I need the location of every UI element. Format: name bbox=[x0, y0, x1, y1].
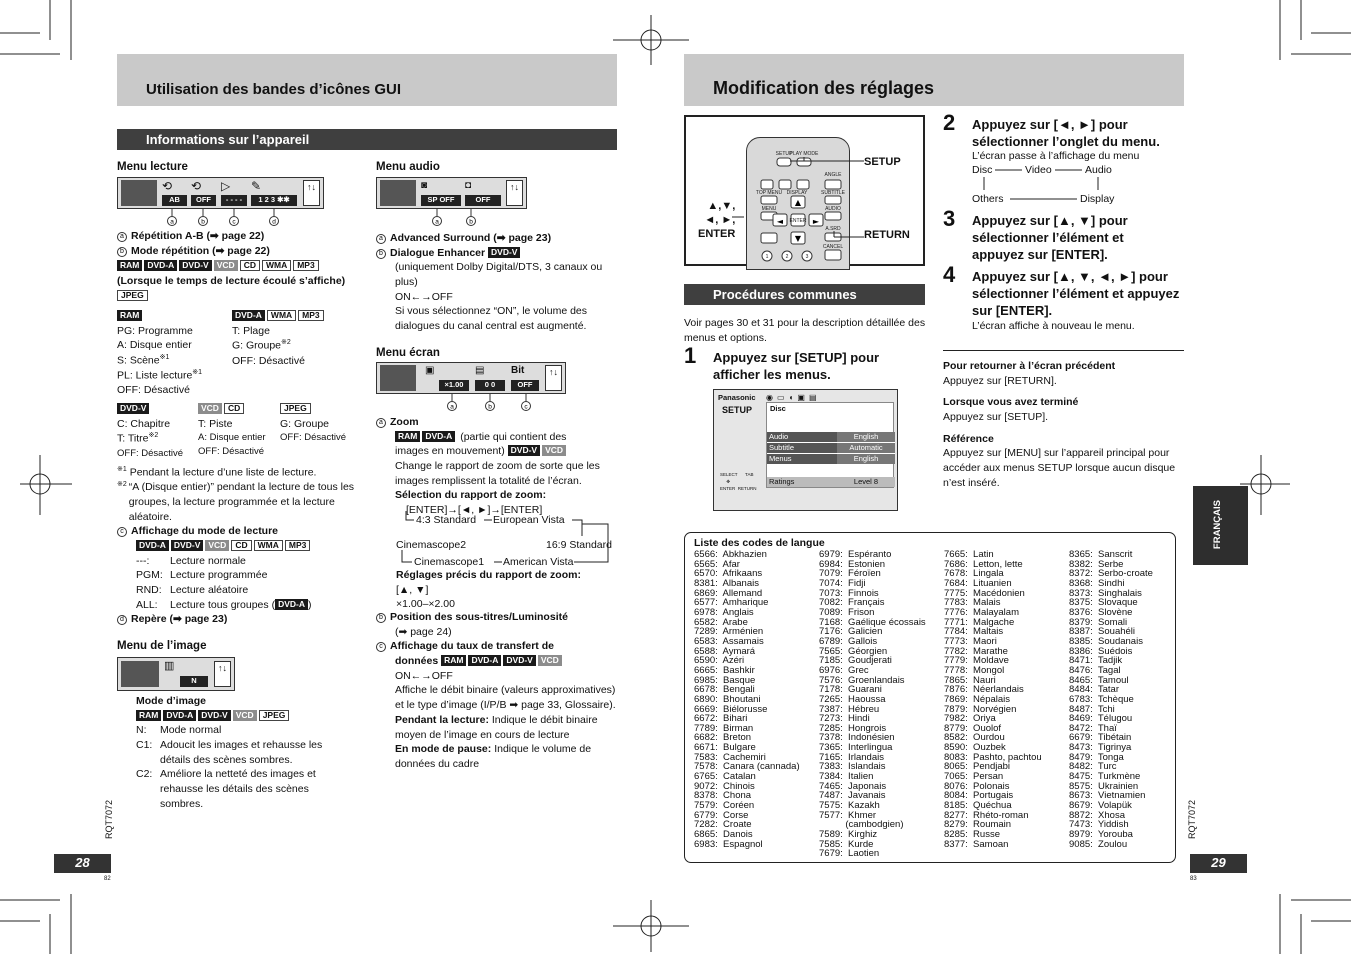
device-info-header: Informations sur l’appareil bbox=[117, 129, 617, 150]
right-header-band bbox=[684, 54, 1184, 106]
language-code-entry: 6865: Danois bbox=[694, 829, 753, 841]
audio-body: a Advanced Surround (➡ page 23) b Dialogue Enhancer DVD-V (uniquement Dolby Digital/DTS, 3 canaux ou plus) ON←→OFF Si vous sélectionnez “ON”, le volume des dialogues du canal central est augmenté. bbox=[376, 231, 611, 334]
language-code-entry: 7082: Français bbox=[819, 597, 885, 609]
ram-block: RAM PG: Programme A: Disque entier S: Scène$^{※1}$ PL: Liste lecture$^{※1}$ OFF: Désactivé bbox=[117, 310, 203, 397]
step-4-sub: L’écran affiche à nouveau le menu. bbox=[972, 320, 1135, 332]
svg-text:▼: ▼ bbox=[794, 234, 802, 243]
language-code-entry: 7273: Hindi bbox=[819, 713, 870, 725]
disc-icon bbox=[121, 180, 157, 206]
lang-col-2 bbox=[819, 550, 926, 859]
tab-video-icon: ▭ bbox=[776, 393, 785, 402]
left-header-band bbox=[117, 54, 617, 106]
brand-label: Panasonic bbox=[718, 393, 756, 402]
language-code-entry: 7585: Kurde bbox=[819, 838, 874, 850]
left-page-number: 28 bbox=[54, 854, 111, 873]
step-4-number: 4 bbox=[943, 262, 956, 287]
language-code-entry: 6565: Afar bbox=[694, 558, 740, 570]
lecture-notes: $^{※1}$ Pendant la lecture d’une liste de lecture. ※2 “A (Disque entier)” pendant la lecture de tous les groupes, la lecture programmée et la lecture aléatoire. c Affichage du mode de lecture DVD-A DVD-V VCD CD WMA MP3 ---: Lecture normale PGM: Lecture programmée RND: Lecture aléatoire ALL: Lecture tous groupes ( DVD-A ) d Repère (➡ page 23) bbox=[117, 466, 355, 626]
language-code-entry: 7473: Yiddish bbox=[1069, 819, 1129, 831]
language-code-entry: 8185: Quéchua bbox=[944, 800, 1012, 812]
svg-text:c: c bbox=[232, 218, 236, 226]
bar-zoom: ×1.00 bbox=[439, 380, 469, 391]
language-code-entry: 8378: Chona bbox=[694, 790, 752, 802]
language-code-entry: 6669: Biélorusse bbox=[694, 703, 768, 715]
language-code-entry: 8375: Slovaque bbox=[1069, 597, 1138, 609]
language-code-entry: 7684: Lituanien bbox=[944, 577, 1012, 589]
step-3-number: 3 bbox=[943, 206, 956, 231]
language-code-entry: 8673: Vietnamien bbox=[1069, 790, 1146, 802]
language-code-entry: 8479: Tonga bbox=[1069, 751, 1124, 763]
language-code-entry: 6976: Grec bbox=[819, 664, 869, 676]
language-code-entry: 8379: Somali bbox=[1069, 616, 1128, 628]
language-code-entry: 7079: Féroïen bbox=[819, 568, 881, 580]
svg-text:PLAY MODE: PLAY MODE bbox=[789, 151, 819, 157]
svg-text:a: a bbox=[435, 218, 439, 226]
screen-icon bbox=[380, 365, 416, 391]
dvda-block: DVD-A WMA MP3 T: Plage G: Groupe$^{※2}$ OFF: Désactivé bbox=[232, 309, 326, 368]
step-2-number: 2 bbox=[943, 110, 956, 135]
language-code-entry: 8377: Samoan bbox=[944, 838, 1009, 850]
language-code-entry: 8872: Xhosa bbox=[1069, 809, 1125, 821]
picture-mode-icon: ▥ bbox=[164, 660, 175, 672]
setup-title: SETUP bbox=[722, 405, 753, 415]
language-code-entry: 8376: Slovène bbox=[1069, 606, 1133, 618]
language-code-entry: 7168: Gaélique écossais bbox=[819, 616, 926, 628]
language-code-entry: 6983: Espagnol bbox=[694, 838, 763, 850]
step-4-text: Appuyez sur [▲, ▼, ◄, ►] pour sélectionner l’élément et appuyez sur [ENTER]. bbox=[972, 269, 1180, 318]
svg-text:►: ► bbox=[812, 217, 820, 226]
language-code-entry: 8373: Singhalais bbox=[1069, 587, 1142, 599]
language-code-entry: 6582: Arabe bbox=[694, 616, 748, 628]
svg-text:ANGLE: ANGLE bbox=[824, 172, 842, 178]
bar-ab: AB bbox=[162, 195, 187, 206]
language-code-entry: 7783: Malais bbox=[944, 597, 1001, 609]
language-code-entry: 7577: Khmer bbox=[819, 809, 877, 821]
language-code-entry: 6985: Basque bbox=[694, 674, 756, 686]
language-code-entry: 7782: Marathe bbox=[944, 645, 1008, 657]
language-code-entry: 7773: Maori bbox=[944, 635, 997, 647]
up-down-icon: ↑↓ bbox=[303, 180, 320, 206]
marker-icon: ✎ bbox=[251, 179, 262, 193]
language-code-entry: 7575: Kazakh bbox=[819, 800, 880, 812]
language-code-entry: 8472: Thaï bbox=[1069, 722, 1117, 734]
ecran-body-3: b Position des sous-titres/Luminosité (➡ page 24) c Affichage du taux de transfert de données RAM DVD-A DVD-V VCD ON←→OFF Affiche le débit binaire (valeurs approximatives) et le type d’image (I/P/B ➡ page 33, Glossaire). Pendant la lecture: Indique le débit binaire moyen de l’image en cours de lecture En mode de pause: Indique le volume de données du cadre bbox=[376, 610, 621, 772]
lang-col-3 bbox=[944, 550, 1042, 849]
step-1-text: Appuyez sur [SETUP] pour afficher les menus. bbox=[713, 350, 880, 382]
tab-disc-icon: ◉ bbox=[766, 393, 773, 402]
language-code-entry: 8285: Russe bbox=[944, 829, 1000, 841]
menu-ecran-title: Menu écran bbox=[376, 347, 440, 359]
repeat-ab-icon: ⟲ bbox=[162, 179, 173, 193]
language-code-entry: 8475: Turkmène bbox=[1069, 771, 1141, 783]
menu-audio-title: Menu audio bbox=[376, 161, 440, 173]
language-code-entry: 6789: Gallois bbox=[819, 635, 878, 647]
svg-text:DISPLAY: DISPLAY bbox=[786, 190, 808, 196]
notes: Pour retourner à l’écran précédent Appuyez sur [RETURN]. Lorsque vous avez terminé Appuyez sur [SETUP]. Référence Appuyez sur [MENU] sur l’appareil principal pour accéder aux menus SETUP lorsque aucun disque n’est inséré. bbox=[943, 360, 1176, 489]
language-code-box bbox=[684, 532, 1176, 863]
speaker-icon bbox=[380, 180, 416, 206]
language-code-entry: 7285: Hongrois bbox=[819, 722, 887, 734]
svg-text:▲: ▲ bbox=[794, 198, 802, 207]
bitrate-icon: Bit bbox=[511, 365, 525, 376]
language-code-entry: 6890: Bhoutani bbox=[694, 693, 761, 705]
language-code-entry: 8473: Tigrinya bbox=[1069, 742, 1132, 754]
language-code-entry: 8277: Rhéto-roman bbox=[944, 809, 1029, 821]
language-code-entry: (cambodgien) bbox=[819, 819, 904, 831]
right-model-code: RQT7072 bbox=[1187, 800, 1197, 840]
language-code-entry: 8476: Tagal bbox=[1069, 664, 1121, 676]
dialogue-icon: ◘ bbox=[465, 180, 472, 191]
language-code-entry: 8368: Sindhi bbox=[1069, 577, 1125, 589]
language-code-entry: 7074: Fidji bbox=[819, 577, 866, 589]
svg-text:3: 3 bbox=[805, 254, 809, 260]
bar-sp-off: SP OFF bbox=[421, 195, 461, 206]
language-code-entry: 8484: Tatar bbox=[1069, 684, 1120, 696]
notes-divider bbox=[943, 350, 1184, 351]
language-code-entry: 7387: Hébreu bbox=[819, 703, 880, 715]
language-code-entry: 7185: Goudjerati bbox=[819, 655, 892, 667]
svg-text:◄: ◄ bbox=[776, 217, 784, 226]
lecture-body: a Répétition A-B (➡ page 22) b Mode répétition (➡ page 22) RAM DVD-A DVD-V VCD CD WMA MP3 (Lorsque le temps de lecture écoulé s’affiche) JPEG bbox=[117, 229, 367, 303]
ecran-callouts bbox=[440, 394, 540, 412]
step-3-text: Appuyez sur [▲, ▼] pour sélectionner l’élément et appuyez sur [ENTER]. bbox=[972, 213, 1128, 262]
menu-ecran-bar bbox=[376, 362, 566, 394]
language-code-entry: 8590: Ouzbek bbox=[944, 742, 1006, 754]
language-code-entry: 7465: Japonais bbox=[819, 780, 887, 792]
language-side-tab: FRANÇAIS bbox=[1193, 486, 1248, 565]
svg-text:c: c bbox=[524, 403, 528, 411]
language-code-entry: 8372: Serbo-croate bbox=[1069, 568, 1153, 580]
language-code-entry: 8575: Ukrainien bbox=[1069, 780, 1139, 792]
bar-mode: - - - - bbox=[221, 195, 247, 206]
lecture-tags: RAM DVD-A DVD-V VCD CD WMA MP3 bbox=[117, 259, 367, 274]
ecran-up-down-icon: ↑↓ bbox=[545, 365, 562, 391]
audio-callouts bbox=[425, 209, 485, 227]
language-code-entry: 8381: Albanais bbox=[694, 577, 759, 589]
language-code-entry: 7678: Lingala bbox=[944, 568, 1004, 580]
language-code-entry: 6984: Estonien bbox=[819, 558, 886, 570]
language-code-entry: 7265: Haoussa bbox=[819, 693, 886, 705]
menu-image-title: Menu de l’image bbox=[117, 640, 207, 652]
language-code-entry: 7165: Irlandais bbox=[819, 751, 884, 763]
language-code-entry: 6566: Abkhazien bbox=[694, 549, 767, 560]
language-code-entry: 7679: Laotien bbox=[819, 848, 880, 860]
language-code-entry: 7576: Groenlandais bbox=[819, 674, 905, 686]
svg-text:ENTER: ENTER bbox=[789, 218, 807, 224]
language-code-entry: 8385: Soudanais bbox=[1069, 635, 1143, 647]
language-code-entry: 7776: Malayalam bbox=[944, 606, 1019, 618]
language-code-entry: 7289: Arménien bbox=[694, 626, 764, 638]
tab-others-icon: ▤ bbox=[808, 393, 817, 402]
picture-icon bbox=[121, 661, 159, 687]
step-1-number: 1 bbox=[684, 343, 697, 368]
language-list-title: Liste des codes de langue bbox=[694, 537, 825, 549]
language-code-entry: 6590: Azéri bbox=[694, 655, 745, 667]
tab-display-icon: ▣ bbox=[797, 393, 805, 402]
subtitle-position-icon: ▤ bbox=[475, 365, 485, 376]
language-code-entry: 8076: Polonais bbox=[944, 780, 1010, 792]
svg-text:2: 2 bbox=[785, 254, 789, 260]
language-code-entry: 7784: Maltais bbox=[944, 626, 1004, 638]
menu-audio-bar bbox=[376, 177, 527, 209]
svg-text:SUBTITLE: SUBTITLE bbox=[821, 190, 845, 196]
lang-col-4 bbox=[1069, 550, 1153, 849]
common-procedures-header: Procédures communes bbox=[684, 284, 925, 305]
language-code-entry: 8679: Volapük bbox=[1069, 800, 1132, 812]
language-code-entry: 7178: Guarani bbox=[819, 684, 882, 696]
svg-text:b: b bbox=[488, 403, 492, 411]
left-small-number: 82 bbox=[104, 876, 111, 882]
right-small-number: 83 bbox=[1190, 876, 1197, 882]
language-code-entry: 8979: Yorouba bbox=[1069, 829, 1133, 841]
language-code-entry: 8365: Sanscrit bbox=[1069, 549, 1133, 560]
play-mode-icon: ▷ bbox=[221, 179, 231, 193]
language-code-entry: 8469: Télugou bbox=[1069, 713, 1133, 725]
language-code-entry: 8487: Tchi bbox=[1069, 703, 1115, 715]
language-code-entry: 7779: Moldave bbox=[944, 655, 1009, 667]
menu-lecture-title: Menu lecture bbox=[117, 161, 188, 173]
language-code-entry: 7365: Interlingua bbox=[819, 742, 893, 754]
ratings-row: Ratings Level 8 bbox=[767, 477, 895, 487]
language-code-entry: 8279: Roumain bbox=[944, 819, 1012, 831]
repeat-mode-label: Mode répétition (➡ page 22) bbox=[131, 244, 270, 257]
language-code-entry: 8387: Souahéli bbox=[1069, 626, 1136, 638]
language-code-entry: 7778: Mongol bbox=[944, 664, 1005, 676]
audio-up-down-icon: ↑↓ bbox=[506, 180, 523, 206]
language-code-entry: 7176: Galicien bbox=[819, 626, 883, 638]
language-code-entry: 7982: Oriya bbox=[944, 713, 996, 725]
svg-text:MENU: MENU bbox=[761, 206, 777, 212]
language-code-entry: 7073: Finnois bbox=[819, 587, 879, 599]
zoom-ratio-diagram: 4:3 Standard European Vista Cinemascope2 16:9 Standard Cinemascope1 American Vista bbox=[376, 502, 621, 577]
menu-image-bar bbox=[117, 657, 235, 691]
jpeg-block: JPEG G: Groupe OFF: Désactivé bbox=[280, 403, 346, 444]
right-page-number: 29 bbox=[1190, 854, 1247, 873]
language-code-entry: 6682: Breton bbox=[694, 732, 752, 744]
language-code-entry: 9072: Chinois bbox=[694, 780, 755, 792]
tab-disc-label: Disc bbox=[770, 404, 786, 413]
language-code-entry: 8386: Suédois bbox=[1069, 645, 1133, 657]
setup-panel bbox=[766, 402, 894, 488]
bar-marker: 1 2 3 ✱✱ bbox=[251, 195, 297, 206]
language-code-entry: 7879: Norvégien bbox=[944, 703, 1017, 715]
language-code-entry: 8065: Pendjabi bbox=[944, 761, 1011, 773]
step-2-sub: L’écran passe à l’affichage du menu bbox=[972, 150, 1140, 162]
step-2-text: Appuyez sur [◄, ►] pour sélectionner l’onglet du menu. bbox=[972, 117, 1160, 149]
language-code-entry: 6678: Bengali bbox=[694, 684, 755, 696]
language-code-entry: 6783: Tchèque bbox=[1069, 693, 1134, 705]
language-code-entry: 7578: Canara (cannada) bbox=[694, 761, 800, 773]
language-code-entry: 7583: Cachemiri bbox=[694, 751, 766, 763]
language-code-entry: 8465: Tamoul bbox=[1069, 674, 1129, 686]
language-code-entry: 6869: Allemand bbox=[694, 587, 763, 599]
svg-text:1: 1 bbox=[765, 254, 769, 260]
left-header-title: Utilisation des bandes d’icônes GUI bbox=[146, 81, 402, 98]
language-code-entry: 7665: Latin bbox=[944, 549, 994, 560]
language-code-entry: 7789: Birman bbox=[694, 722, 754, 734]
language-code-entry: 8582: Ourdou bbox=[944, 732, 1005, 744]
remote-return-label: RETURN bbox=[864, 229, 910, 241]
setup-rows: Audio English Subtitle Automatic Menus English bbox=[767, 432, 895, 464]
language-code-entry: 8482: Turc bbox=[1069, 761, 1117, 773]
setup-hint: SELECT TAB ✥ ENTER RETURN bbox=[720, 472, 757, 491]
right-header-title: Modification des réglages bbox=[713, 78, 935, 98]
language-code-entry: 8779: Ouolof bbox=[944, 722, 1002, 734]
svg-text:SETUP: SETUP bbox=[775, 151, 793, 157]
svg-text:CANCEL: CANCEL bbox=[822, 244, 844, 250]
bar-position: 0 0 bbox=[475, 380, 505, 391]
language-code-entry: 8084: Portugais bbox=[944, 790, 1014, 802]
language-code-entry: 8382: Serbe bbox=[1069, 558, 1124, 570]
language-code-entry: 8083: Pashto, pachtou bbox=[944, 751, 1042, 763]
tab-audio-icon: ◖ bbox=[788, 393, 794, 402]
repeat-ab-label: Répétition A-B (➡ page 22) bbox=[131, 230, 265, 242]
svg-text:a: a bbox=[170, 218, 174, 226]
language-code-entry: 7565: Géorgien bbox=[819, 645, 888, 657]
language-code-entry: 6588: Aymará bbox=[694, 645, 756, 657]
svg-text:a: a bbox=[450, 403, 454, 411]
language-code-entry: 6570: Afrikaans bbox=[694, 568, 763, 580]
svg-text:b: b bbox=[469, 218, 473, 226]
language-code-entry: 7282: Croate bbox=[694, 819, 752, 831]
language-code-entry: 6979: Espéranto bbox=[819, 549, 892, 560]
language-code-entry: 6779: Corse bbox=[694, 809, 749, 821]
language-code-entry: 6765: Catalan bbox=[694, 771, 756, 783]
language-code-entry: 7775: Macédonien bbox=[944, 587, 1025, 599]
menu-tab-cycle: Disc Video Audio Others Display bbox=[972, 164, 1115, 205]
language-code-entry: 7865: Nauri bbox=[944, 674, 996, 686]
svg-text:d: d bbox=[272, 218, 276, 226]
left-model-code: RQT7072 bbox=[104, 800, 114, 840]
bar-picture-mode: N bbox=[180, 676, 208, 687]
language-code-entry: 7384: Italien bbox=[819, 771, 874, 783]
language-code-entry: 7579: Coréen bbox=[694, 800, 755, 812]
language-code-entry: 7065: Persan bbox=[944, 771, 1004, 783]
remote-setup-label: SETUP bbox=[864, 156, 901, 168]
bar-bitrate: OFF bbox=[511, 380, 539, 391]
language-code-entry: 6671: Bulgare bbox=[694, 742, 756, 754]
language-code-entry: 7378: Indonésien bbox=[819, 732, 895, 744]
dvdv-block: DVD-V C: Chapitre T: Titre$^{※2}$ OFF: Désactivé bbox=[117, 403, 183, 459]
procedures-intro: Voir pages 30 et 31 pour la description détaillée des menus et options. bbox=[684, 317, 926, 344]
remote-arrows-label: ▲,▼, ◄, ►, ENTER bbox=[698, 200, 736, 240]
language-code-entry: 6665: Bashkir bbox=[694, 664, 755, 676]
language-code-entry: 6679: Tibétain bbox=[1069, 732, 1132, 744]
image-body: Mode d’image RAM DVD-A DVD-V VCD JPEG N: Mode normal C1: Adoucit les images et rehausse les détails des scènes sombres. C2: Améliore la netteté des images et rehausse les détails des scènes sombres. bbox=[136, 695, 323, 810]
language-code-entry: 6672: Bihari bbox=[694, 713, 748, 725]
surround-icon: ◙ bbox=[421, 180, 428, 191]
lang-col-1 bbox=[694, 550, 800, 849]
language-code-entry: 7089: Frison bbox=[819, 606, 875, 618]
language-code-entry: 9085: Zoulou bbox=[1069, 838, 1128, 850]
language-code-entry: 7487: Javanais bbox=[819, 790, 886, 802]
vcd-block: VCD CD T: Piste A: Disque entier OFF: Désactivé bbox=[198, 403, 266, 457]
svg-text:TOP MENU: TOP MENU bbox=[755, 190, 783, 196]
language-code-entry: 6577: Amharique bbox=[694, 597, 769, 609]
bar-dialogue-off: OFF bbox=[465, 195, 501, 206]
language-code-entry: 6583: Assamais bbox=[694, 635, 764, 647]
zoom-icon: ▣ bbox=[425, 365, 435, 376]
language-code-entry: 7589: Kirghiz bbox=[819, 829, 878, 841]
svg-text:A.SRD: A.SRD bbox=[825, 226, 841, 232]
image-up-down-icon: ↑↓ bbox=[214, 661, 231, 687]
language-code-entry: 7383: Islandais bbox=[819, 761, 886, 773]
language-code-entry: 7771: Malgache bbox=[944, 616, 1015, 628]
ecran-body: a Zoom RAM DVD-A (partie qui contient des images en mouvement) DVD-V VCD Change le rapport de zoom de sorte que les images remplissent la totalité de l’écran. Sélection du rapport de zoom: [ENTER]→[◄, ►]→[ENTER] bbox=[376, 415, 621, 518]
language-code-entry: 7869: Népalais bbox=[944, 693, 1011, 705]
language-code-entry: 7686: Letton, lette bbox=[944, 558, 1023, 570]
svg-text:b: b bbox=[201, 218, 205, 226]
language-code-entry: 7876: Néerlandais bbox=[944, 684, 1024, 696]
repeat-mode-icon: ⟲ bbox=[191, 179, 202, 193]
svg-text:AUDIO: AUDIO bbox=[825, 206, 841, 212]
bar-off: OFF bbox=[191, 195, 216, 206]
language-code-entry: 8471: Tadjik bbox=[1069, 655, 1123, 667]
setup-screen bbox=[713, 389, 898, 511]
menu-lecture-bar bbox=[117, 177, 324, 209]
remote-diagram bbox=[684, 115, 925, 266]
elapsed-note: (Lorsque le temps de lecture écoulé s’affiche) bbox=[117, 275, 346, 288]
language-code-entry: 6978: Anglais bbox=[694, 606, 754, 618]
ecran-body-2: Réglages précis du rapport de zoom: [▲, ▼] ×1.00–×2.00 bbox=[396, 569, 581, 611]
lecture-callouts bbox=[160, 209, 290, 227]
